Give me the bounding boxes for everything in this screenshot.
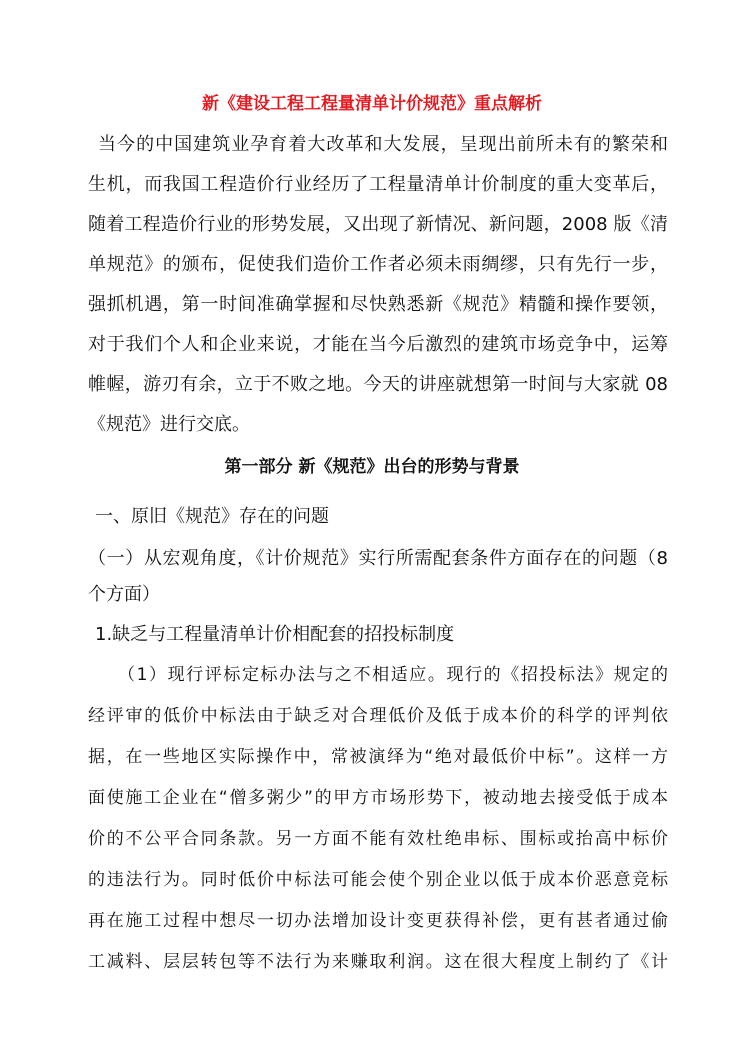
item-line: 的违法行为。同时低价中标法可能会使个别企业以低于成本价恶意竞标 [88,870,668,890]
part-heading: 第一部分 新《规范》出台的形势与背景 [224,457,520,477]
subsection-line: 个方面） [88,584,160,605]
item-line: 经评审的低价中标法由于缺乏对合理低价及低于成本价的科学的评判依 [88,706,668,726]
item-heading: 1.缺乏与工程量清单计价相配套的招投标制度 [95,624,455,645]
intro-line: 单规范》的颁布，促使我们造价工作者必须未雨绸缪，只有先行一步， [88,254,668,275]
intro-line: 当今的中国建筑业孕育着大改革和大发展，呈现出前所未有的繁荣和 [98,134,668,155]
item-line: 据，在一些地区实际操作中，常被演绎为“绝对最低价中标”。这样一方 [88,747,668,767]
intro-line: 帷幄，游刃有余，立于不败之地。今天的讲座就想第一时间与大家就 08 [88,374,668,395]
intro-line: 随着工程造价行业的形势发展，又出现了新情况、新问题，2008 版《清 [88,214,668,235]
item-line: （1）现行评标定标办法与之不相适应。现行的《招投标法》规定的 [118,665,668,685]
intro-line: 生机，而我国工程造价行业经历了工程量清单计价制度的重大变革后， [88,174,668,195]
item-line: 面使施工企业在“僧多粥少”的甲方市场形势下，被动地去接受低于成本 [88,788,668,808]
item-line: 工减料、层层转包等不法行为来赚取利润。这在很大程度上制约了《计 [88,952,668,972]
intro-line: 《规范》进行交底。 [88,414,250,435]
subsection-line: （一）从宏观角度，《计价规范》实行所需配套条件方面存在的问题（8 [88,548,668,569]
item-line: 价的不公平合同条款。另一方面不能有效杜绝串标、围标或抬高中标价 [88,829,668,849]
intro-line: 对于我们个人和企业来说，才能在当今后激烈的建筑市场竞争中，运筹 [88,334,668,355]
intro-line: 强抓机遇，第一时间准确掌握和尽快熟悉新《规范》精髓和操作要领， [88,294,668,315]
item-line: 再在施工过程中想尽一切办法增加设计变更获得补偿，更有甚者通过偷 [88,911,668,931]
section-heading: 一、原旧《规范》存在的问题 [95,506,329,527]
document-title: 新《建设工程工程量清单计价规范》重点解析 [202,94,542,114]
